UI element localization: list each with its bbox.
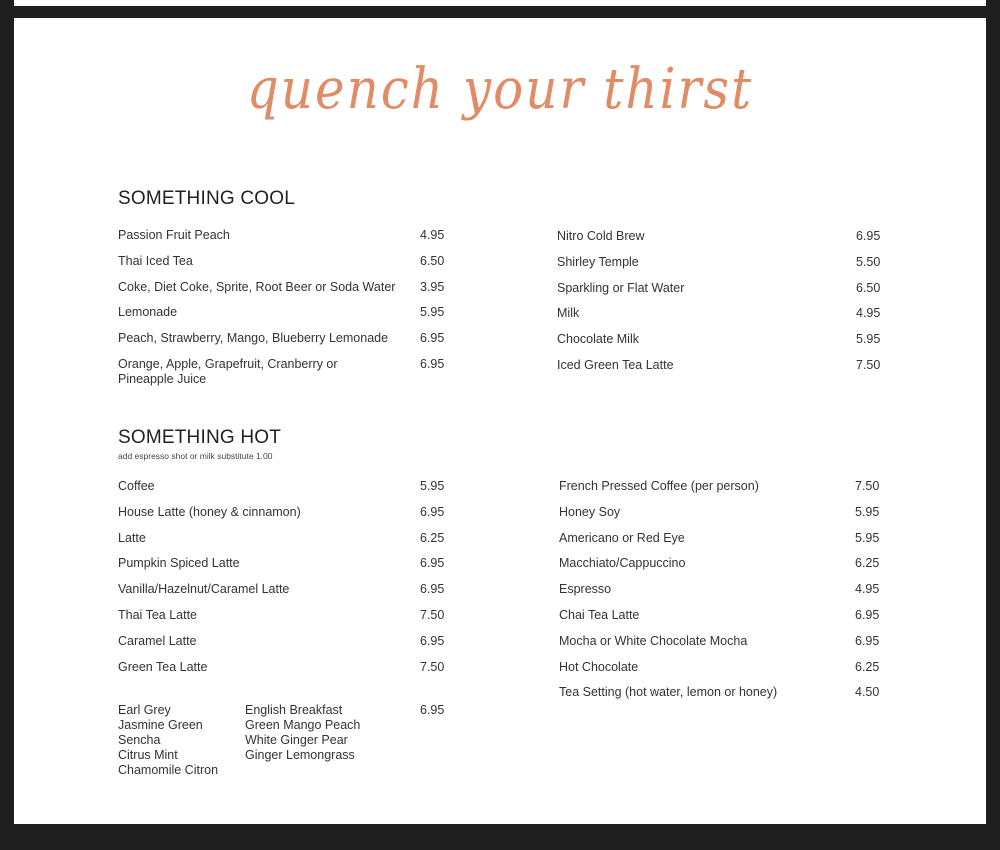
item-price: 7.50 (420, 607, 445, 622)
item-name: Peach, Strawberry, Mango, Blueberry Lemonade (118, 331, 389, 346)
item-name (118, 357, 338, 387)
menu-item (118, 280, 448, 306)
item-price: 6.25 (420, 530, 445, 545)
menu-item (118, 357, 448, 393)
item-price: 6.95 (420, 556, 445, 571)
item-price: 6.25 (855, 659, 880, 674)
item-price: 6.25 (855, 556, 880, 571)
menu-item (559, 505, 889, 531)
item-name: Honey Soy (559, 504, 621, 519)
menu-item (559, 479, 889, 505)
tea-item: Earl Grey (118, 703, 171, 717)
tea-item: English Breakfast (245, 703, 343, 717)
menu-title: quench your thirst (246, 56, 754, 122)
menu-item (557, 332, 887, 358)
tea-item: Citrus Mint (118, 748, 178, 762)
item-name: Thai Tea Latte (118, 607, 197, 622)
item-name: Lemonade (118, 305, 178, 320)
hot-left-column (118, 479, 448, 685)
tea-item: Ginger Lemongrass (245, 748, 355, 762)
menu-item (118, 608, 448, 634)
cool-left-column (118, 228, 448, 393)
menu-item (557, 229, 887, 255)
item-price: 4.50 (855, 685, 880, 700)
item-price: 6.50 (856, 280, 881, 295)
item-name: Coke, Diet Coke, Sprite, Root Beer or Soda Water (118, 279, 396, 294)
item-name-line1: Orange, Apple, Grapefruit, Cranberry or (118, 356, 338, 371)
menu-item (118, 531, 448, 557)
item-name: Milk (557, 306, 580, 321)
item-price: 6.95 (420, 582, 445, 597)
menu-item (118, 228, 448, 254)
menu-item (559, 608, 889, 634)
section-heading-hot: SOMETHING HOT (118, 427, 282, 448)
item-price: 5.50 (856, 254, 881, 269)
item-price: 7.50 (420, 659, 445, 674)
item-price: 5.95 (420, 305, 445, 320)
menu-item (559, 556, 889, 582)
item-name: Vanilla/Hazelnut/Caramel Latte (118, 582, 290, 597)
menu-item (118, 582, 448, 608)
tea-column-2 (245, 703, 360, 763)
tea-item: Sencha (118, 733, 161, 747)
item-price: 6.95 (420, 331, 445, 346)
item-name: Macchiato/Cappuccino (559, 556, 686, 571)
tea-column-1 (118, 703, 218, 778)
item-name: Passion Fruit Peach (118, 228, 230, 242)
item-name: Green Tea Latte (118, 659, 208, 674)
menu-item (557, 358, 887, 384)
item-name-line2: Pineapple Juice (118, 371, 207, 386)
menu-item (118, 556, 448, 582)
menu-item (559, 660, 889, 686)
top-strip (14, 0, 986, 6)
item-price: 6.95 (420, 356, 445, 371)
item-name: Sparkling or Flat Water (557, 280, 685, 295)
menu-item (118, 305, 448, 331)
cool-right-column (557, 229, 887, 384)
item-name: Nitro Cold Brew (557, 229, 645, 243)
tea-item: White Ginger Pear (245, 733, 348, 747)
menu-item (118, 505, 448, 531)
item-price: 4.95 (855, 582, 880, 597)
tea-item: Chamomile Citron (118, 763, 219, 777)
tea-price: 6.95 (420, 703, 445, 717)
item-name: Thai Iced Tea (118, 253, 193, 268)
item-name: Chocolate Milk (557, 332, 639, 347)
item-price: 5.95 (420, 479, 445, 493)
item-price: 6.95 (855, 633, 880, 648)
item-name: House Latte (honey & cinnamon) (118, 504, 301, 519)
tea-item: Jasmine Green (118, 718, 203, 732)
item-price: 5.95 (856, 332, 881, 347)
menu-item (559, 582, 889, 608)
menu-item (557, 306, 887, 332)
tea-list (118, 703, 378, 783)
item-price: 5.95 (855, 504, 880, 519)
menu-item (118, 634, 448, 660)
item-name: Tea Setting (hot water, lemon or honey) (559, 685, 778, 700)
menu-page (14, 18, 986, 824)
item-name: Pumpkin Spiced Latte (118, 556, 240, 571)
item-name: French Pressed Coffee (per person) (559, 479, 759, 493)
item-price: 6.95 (420, 633, 445, 648)
item-price: 6.95 (855, 607, 880, 622)
item-price: 6.50 (420, 253, 445, 268)
menu-item (118, 331, 448, 357)
section-heading-cool: SOMETHING COOL (118, 188, 295, 209)
menu-item (118, 660, 448, 686)
menu-item (559, 531, 889, 557)
item-name: Chai Tea Latte (559, 607, 640, 622)
item-name: Latte (118, 530, 146, 545)
hot-right-column (559, 479, 889, 711)
item-price: 4.95 (420, 228, 445, 242)
item-price: 4.95 (856, 306, 881, 321)
tea-item: Green Mango Peach (245, 718, 361, 732)
item-price: 6.95 (420, 504, 445, 519)
menu-item (557, 281, 887, 307)
menu-item (118, 479, 448, 505)
item-price: 6.95 (856, 229, 881, 243)
item-name: Iced Green Tea Latte (557, 357, 674, 372)
item-name: Espresso (559, 582, 612, 597)
menu-item (559, 634, 889, 660)
item-name: Caramel Latte (118, 633, 197, 648)
menu-item (557, 255, 887, 281)
item-name: Hot Chocolate (559, 659, 639, 674)
item-name: Mocha or White Chocolate Mocha (559, 633, 748, 648)
menu-item (118, 254, 448, 280)
item-price: 5.95 (855, 530, 880, 545)
item-name: Americano or Red Eye (559, 530, 685, 545)
item-price: 7.50 (856, 357, 881, 372)
item-price: 3.95 (420, 279, 445, 294)
menu-item (559, 685, 889, 711)
section-note: add espresso shot or milk substitute 1.00 (118, 451, 273, 461)
item-price: 7.50 (855, 479, 880, 493)
item-name: Coffee (118, 479, 155, 493)
item-name: Shirley Temple (557, 254, 639, 269)
